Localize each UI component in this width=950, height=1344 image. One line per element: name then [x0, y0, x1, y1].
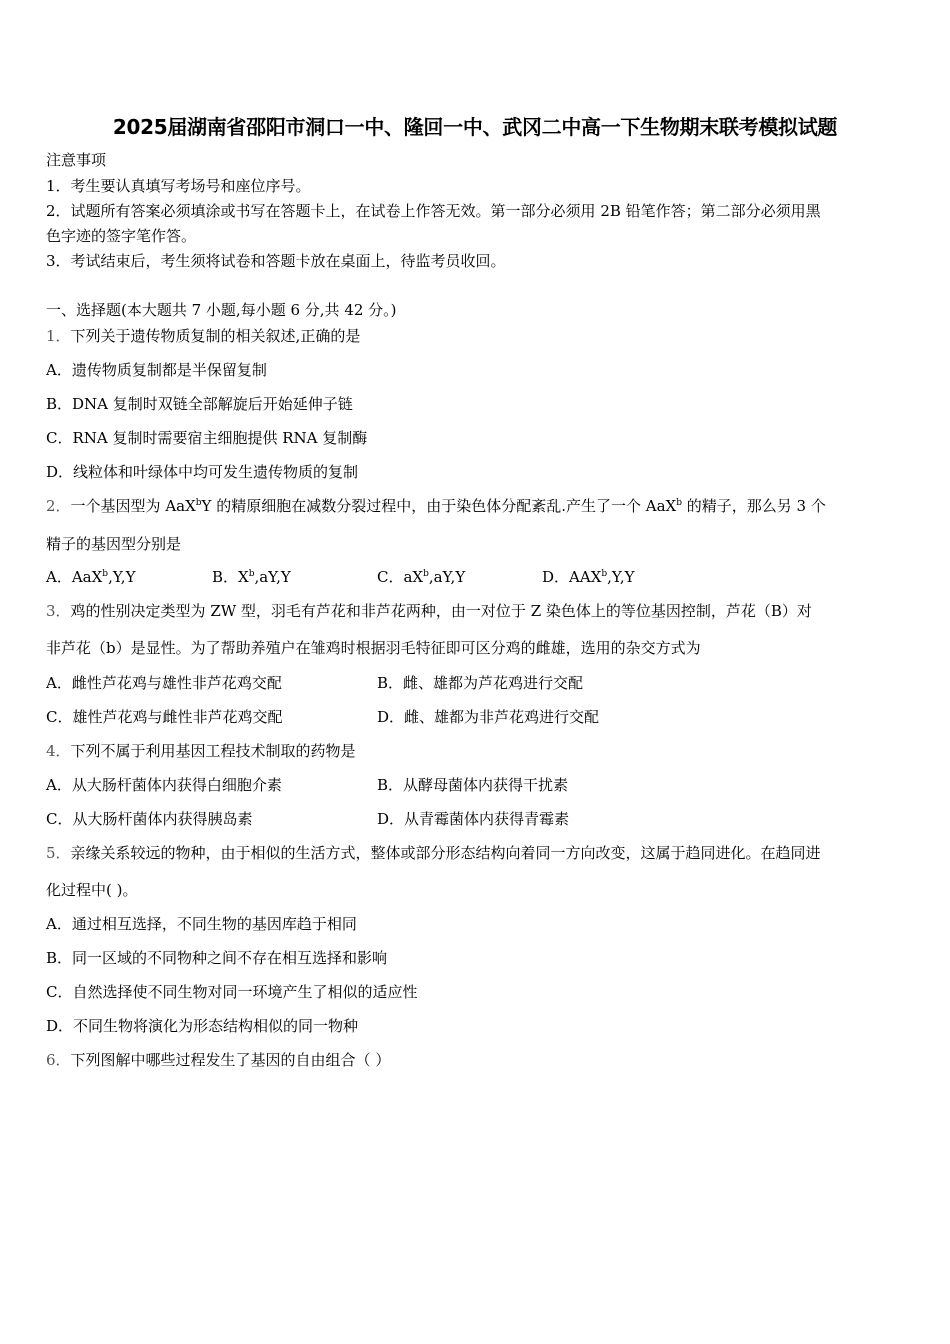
- superscript: b: [601, 569, 608, 579]
- question-number: 4．: [46, 742, 71, 760]
- superscript: b: [676, 498, 682, 508]
- superscript: b: [195, 498, 202, 508]
- question-stem-part: Y 的精原细胞在减数分裂过程中，由于染色体分配紊乱.产生了一个 AaX: [201, 497, 677, 515]
- notice-item-2: 2．试题所有答案必须填涂或书写在答题卡上，在试卷上作答无效。第一部分必须用 2B 铅笔作答；第二部分必须用黑: [46, 202, 821, 220]
- superscript: b: [102, 569, 109, 579]
- notice-item-3: 3．考试结束后，考生须将试卷和答题卡放在桌面上，待监考员收回。: [46, 252, 506, 270]
- q4-option-c: C．从大肠杆菌体内获得胰岛素: [46, 810, 253, 828]
- question-stem: 下列关于遗传物质复制的相关叙述,正确的是: [70, 327, 361, 345]
- question-number: 1．: [46, 327, 71, 345]
- q1-option-a: A．遗传物质复制都是半保留复制: [46, 361, 267, 379]
- q2-option-d: [542, 567, 635, 587]
- question-stem-part: 的精子，那么另 3 个: [681, 497, 826, 515]
- q2-stem-cont: 精子的基因型分别是: [46, 535, 182, 553]
- q5-option-a: A．通过相互选择，不同生物的基因库趋于相同: [46, 915, 357, 933]
- option-text: D．AAX: [542, 568, 602, 586]
- q3-option-c: C．雄性芦花鸡与雌性非芦花鸡交配: [46, 708, 283, 726]
- question-6: [46, 1050, 390, 1070]
- question-stem: 鸡的性别决定类型为 ZW 型，羽毛有芦花和非芦花两种，由一对位于 Z 染色体上的等位基因控制，芦花（B）对: [70, 602, 812, 620]
- option-text: C．aX: [377, 568, 424, 586]
- question-stem: 下列图解中哪些过程发生了基因的自由组合（ ）: [70, 1051, 391, 1069]
- exam-title: 2025届湖南省邵阳市洞口一中、隆回一中、武冈二中高一下生物期末联考模拟试题: [112, 115, 838, 139]
- q4-option-a: A．从大肠杆菌体内获得白细胞介素: [46, 776, 282, 794]
- q3-option-a: A．雌性芦花鸡与雄性非芦花鸡交配: [46, 674, 282, 692]
- superscript: b: [248, 569, 255, 579]
- q2-option-c: [377, 567, 465, 587]
- notice-item-2-cont: 色字迹的签字笔作答。: [46, 227, 197, 245]
- q2-option-a: [46, 567, 135, 587]
- q5-option-c: C．自然选择使不同生物对同一环境产生了相似的适应性: [46, 983, 418, 1001]
- option-text: ,Y,Y: [108, 568, 136, 586]
- option-text: ,Y,Y: [607, 568, 635, 586]
- option-text: B．X: [212, 568, 249, 586]
- superscript: b: [423, 569, 429, 579]
- q1-option-b: B．DNA 复制时双链全部解旋后开始延伸子链: [46, 395, 353, 413]
- question-stem: 亲缘关系较远的物种，由于相似的生活方式，整体或部分形态结构向着同一方向改变，这属于趋同进化。在趋同进: [70, 844, 821, 862]
- section-heading: 一、选择题(本大题共 7 小题,每小题 6 分,共 42 分。): [46, 301, 397, 319]
- option-text: ,aY,Y: [254, 568, 291, 586]
- question-2: [46, 496, 826, 516]
- question-number: 3．: [46, 602, 71, 620]
- question-stem: 下列不属于利用基因工程技术制取的药物是: [70, 742, 356, 760]
- q5-stem-cont: 化过程中( )。: [46, 881, 138, 899]
- question-stem-part: 一个基因型为 AaX: [70, 497, 196, 515]
- question-number: 5．: [46, 844, 71, 862]
- question-1: [46, 326, 360, 346]
- q3-option-b: B．雌、雄都为芦花鸡进行交配: [377, 674, 584, 692]
- q4-option-d: D．从青霉菌体内获得青霉素: [377, 810, 570, 828]
- question-5: [46, 843, 821, 863]
- notice-item-1: 1．考生要认真填写考场号和座位序号。: [46, 177, 311, 195]
- question-4: [46, 741, 356, 761]
- q3-stem-cont: 非芦花（b）是显性。为了帮助养殖户在雏鸡时根据羽毛特征即可区分鸡的雌雄，选用的杂交方式为: [46, 639, 701, 657]
- q2-option-b: [212, 567, 291, 587]
- q1-option-c: C．RNA 复制时需要宿主细胞提供 RNA 复制酶: [46, 429, 368, 447]
- question-3: [46, 601, 812, 621]
- q1-option-d: D．线粒体和叶绿体中均可发生遗传物质的复制: [46, 463, 359, 481]
- notice-heading: 注意事项: [46, 151, 107, 169]
- option-text: ,aY,Y: [428, 568, 466, 586]
- q5-option-b: B．同一区域的不同物种之间不存在相互选择和影响: [46, 949, 388, 967]
- q5-option-d: D．不同生物将演化为形态结构相似的同一物种: [46, 1017, 359, 1035]
- question-number: 6．: [46, 1051, 71, 1069]
- option-text: A．AaX: [46, 568, 103, 586]
- question-number: 2．: [46, 497, 71, 515]
- q3-option-d: D．雌、雄都为非芦花鸡进行交配: [377, 708, 600, 726]
- q4-option-b: B．从酵母菌体内获得干扰素: [377, 776, 569, 794]
